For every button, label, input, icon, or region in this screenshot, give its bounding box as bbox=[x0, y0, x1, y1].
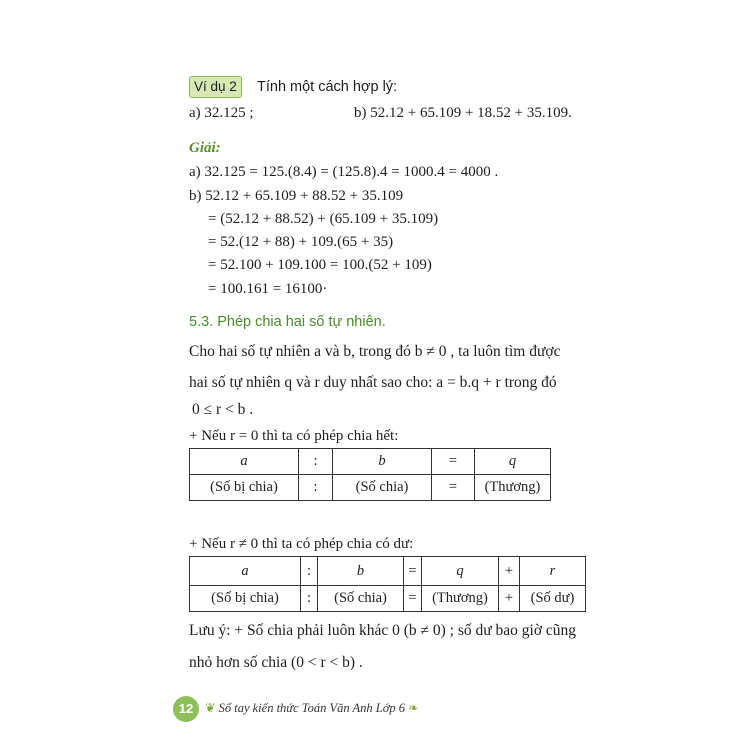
table-cell: = bbox=[404, 557, 422, 586]
table-cell: : bbox=[299, 475, 333, 501]
table-cell: b bbox=[333, 449, 432, 475]
leaf-icon: ❦ bbox=[205, 701, 216, 715]
table-cell: (Số bị chia) bbox=[190, 475, 299, 501]
table-cell: (Số chia) bbox=[333, 475, 432, 501]
page-number-badge: 12 bbox=[173, 696, 199, 722]
exact-division-table bbox=[189, 448, 551, 501]
section-paragraph-line: hai số tự nhiên q và r duy nhất sao cho: a = b.q + r trong đó bbox=[189, 374, 557, 391]
remainder-division-intro: + Nếu r ≠ 0 thì ta có phép chia có dư: bbox=[189, 536, 414, 552]
table-cell: b bbox=[318, 557, 404, 586]
table-cell: = bbox=[432, 449, 475, 475]
note-line: nhỏ hơn số chia (0 < r < b) . bbox=[189, 654, 363, 671]
table-cell: = bbox=[432, 475, 475, 501]
example-part-b: b) 52.12 + 65.109 + 18.52 + 35.109. bbox=[354, 105, 572, 121]
solution-b-line: = 52.100 + 109.100 = 100.(52 + 109) bbox=[208, 257, 432, 273]
table-row bbox=[190, 557, 586, 586]
example-title: Tính một cách hợp lý: bbox=[257, 79, 398, 95]
example-part-a: a) 32.125 ; bbox=[189, 105, 254, 121]
solution-label: Giải: bbox=[189, 140, 221, 156]
example-badge: Ví dụ 2 bbox=[189, 76, 242, 98]
table-cell: a bbox=[190, 557, 301, 586]
table-cell: r bbox=[520, 557, 586, 586]
table-cell: (Số chia) bbox=[318, 586, 404, 612]
table-cell: q bbox=[422, 557, 499, 586]
section-paragraph-line: Cho hai số tự nhiên a và b, trong đó b ≠ 0 , ta luôn tìm được bbox=[189, 343, 561, 360]
table-cell: (Số bị chia) bbox=[190, 586, 301, 612]
table-cell: + bbox=[499, 586, 520, 612]
table-row bbox=[190, 586, 586, 612]
footer-book-title bbox=[205, 700, 419, 716]
table-cell: : bbox=[301, 557, 318, 586]
solution-b-line: = 100.161 = 16100· bbox=[208, 281, 328, 297]
solution-part-a: a) 32.125 = 125.(8.4) = (125.8).4 = 1000.4 = 4000 . bbox=[189, 164, 499, 180]
table-cell: (Thương) bbox=[475, 475, 551, 501]
table-cell: q bbox=[475, 449, 551, 475]
solution-b-line: b) 52.12 + 65.109 + 88.52 + 35.109 bbox=[189, 188, 404, 204]
table-row bbox=[190, 449, 551, 475]
table-cell: (Số dư) bbox=[520, 586, 586, 612]
table-cell: a bbox=[190, 449, 299, 475]
note-line: Lưu ý: + Số chia phải luôn khác 0 (b ≠ 0) ; số dư bao giờ cũng bbox=[189, 622, 577, 639]
leaf-icon: ❧ bbox=[408, 701, 419, 715]
footer-book-title-text: Sổ tay kiến thức Toán Văn Anh Lớp 6 bbox=[218, 701, 406, 715]
remainder-division-table bbox=[189, 556, 586, 612]
table-row bbox=[190, 475, 551, 501]
table-cell: : bbox=[301, 586, 318, 612]
table-cell: : bbox=[299, 449, 333, 475]
table-cell: = bbox=[404, 586, 422, 612]
section-paragraph-line: 0 ≤ r < b . bbox=[192, 401, 254, 418]
table-cell: (Thương) bbox=[422, 586, 499, 612]
solution-b-line: = 52.(12 + 88) + 109.(65 + 35) bbox=[208, 234, 394, 250]
exact-division-intro: + Nếu r = 0 thì ta có phép chia hết: bbox=[189, 428, 399, 444]
table-cell: + bbox=[499, 557, 520, 586]
section-heading: 5.3. Phép chia hai số tự nhiên. bbox=[189, 314, 386, 330]
solution-b-line: = (52.12 + 88.52) + (65.109 + 35.109) bbox=[208, 211, 439, 227]
